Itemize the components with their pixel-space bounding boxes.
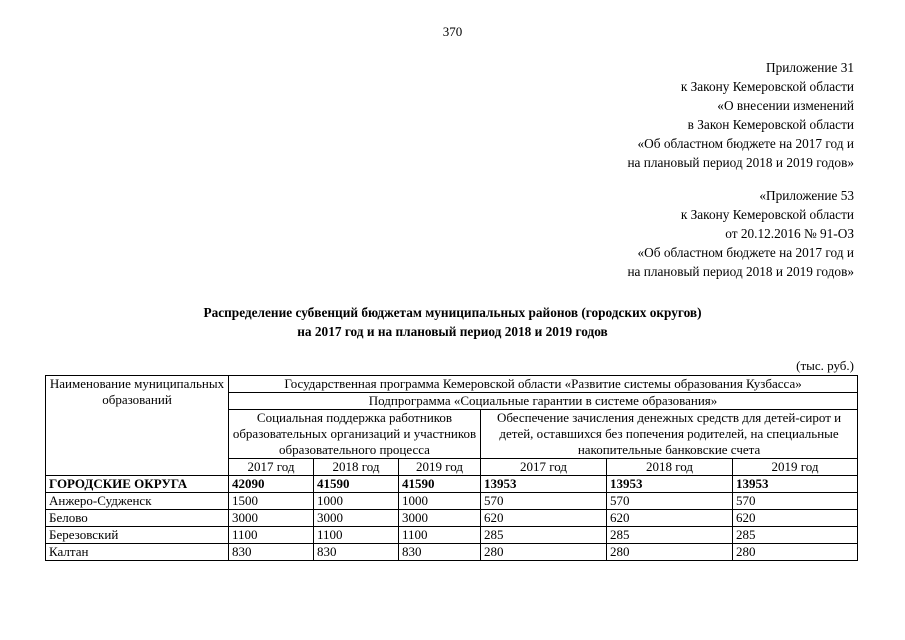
- value-cell: 1100: [399, 527, 481, 544]
- value-cell: 1100: [229, 527, 314, 544]
- value-cell: 280: [481, 544, 607, 561]
- appendix-line: «Об областном бюджете на 2017 год и: [637, 245, 854, 260]
- subprogram-header: Подпрограмма «Социальные гарантии в системе образования»: [229, 393, 858, 410]
- municipality-name-cell: Анжеро-Судженск: [46, 493, 229, 510]
- value-cell: 1000: [399, 493, 481, 510]
- value-cell: 3000: [399, 510, 481, 527]
- table-row: [46, 493, 858, 510]
- program-header: Государственная программа Кемеровской области «Развитие системы образования Кузбасса»: [229, 376, 858, 393]
- appendix-line: «Приложение 53: [759, 188, 854, 203]
- municipality-column-header: Наименование муниципальных образований: [46, 376, 229, 476]
- subventions-table: [45, 375, 858, 561]
- value-cell: 13953: [733, 476, 858, 493]
- value-cell: 620: [733, 510, 858, 527]
- appendix-line: к Закону Кемеровской области: [680, 79, 854, 94]
- appendix-53-block: [627, 186, 854, 281]
- appendix-line: Приложение 31: [766, 60, 854, 75]
- value-cell: 280: [733, 544, 858, 561]
- value-cell: 3000: [314, 510, 399, 527]
- value-cell: 13953: [607, 476, 733, 493]
- appendix-line: «Об областном бюджете на 2017 год и: [637, 136, 854, 151]
- value-cell: 620: [607, 510, 733, 527]
- table-row: [46, 527, 858, 544]
- year-header: 2018 год: [314, 459, 399, 476]
- value-cell: 285: [481, 527, 607, 544]
- table-row: [46, 510, 858, 527]
- appendix-line: в Закон Кемеровской области: [687, 117, 854, 132]
- value-cell: 1500: [229, 493, 314, 510]
- value-cell: 280: [607, 544, 733, 561]
- value-cell: 830: [314, 544, 399, 561]
- year-header: 2019 год: [399, 459, 481, 476]
- value-cell: 285: [607, 527, 733, 544]
- municipality-name-cell: ГОРОДСКИЕ ОКРУГА: [46, 476, 229, 493]
- title-line: Распределение субвенций бюджетам муниципальных районов (городских округов): [203, 305, 702, 320]
- municipality-name-cell: Березовский: [46, 527, 229, 544]
- municipality-name-cell: Калтан: [46, 544, 229, 561]
- table-row: [46, 476, 858, 493]
- value-cell: 1000: [314, 493, 399, 510]
- value-cell: 1100: [314, 527, 399, 544]
- appendix-line: к Закону Кемеровской области: [680, 207, 854, 222]
- value-cell: 285: [733, 527, 858, 544]
- appendix-line: на плановый период 2018 и 2019 годов»: [627, 264, 854, 279]
- value-cell: 570: [607, 493, 733, 510]
- value-cell: 42090: [229, 476, 314, 493]
- year-header: 2017 год: [481, 459, 607, 476]
- appendix-31-block: [627, 58, 854, 172]
- value-cell: 41590: [314, 476, 399, 493]
- value-cell: 830: [229, 544, 314, 561]
- value-cell: 41590: [399, 476, 481, 493]
- table-row: [46, 544, 858, 561]
- municipality-name-cell: Белово: [46, 510, 229, 527]
- orphan-accounts-group-header: Обеспечение зачисления денежных средств для детей-сирот и детей, оставшихся без попечения родителей, на специальные накопительные банковские счета: [481, 410, 858, 459]
- year-header: 2019 год: [733, 459, 858, 476]
- value-cell: 830: [399, 544, 481, 561]
- year-header: 2018 год: [607, 459, 733, 476]
- value-cell: 570: [733, 493, 858, 510]
- unit-label: (тыс. руб.): [796, 358, 854, 373]
- appendix-line: от 20.12.2016 № 91-ОЗ: [725, 226, 854, 241]
- value-cell: 13953: [481, 476, 607, 493]
- value-cell: 620: [481, 510, 607, 527]
- title-line: на 2017 год и на плановый период 2018 и 2019 годов: [297, 324, 608, 339]
- page-number: 370: [442, 24, 463, 39]
- document-title: [0, 303, 905, 341]
- value-cell: 3000: [229, 510, 314, 527]
- year-header: 2017 год: [229, 459, 314, 476]
- social-support-group-header: Социальная поддержка работников образовательных организаций и участников образовательного процесса: [229, 410, 481, 459]
- value-cell: 570: [481, 493, 607, 510]
- appendix-line: на плановый период 2018 и 2019 годов»: [627, 155, 854, 170]
- appendix-line: «О внесении изменений: [717, 98, 854, 113]
